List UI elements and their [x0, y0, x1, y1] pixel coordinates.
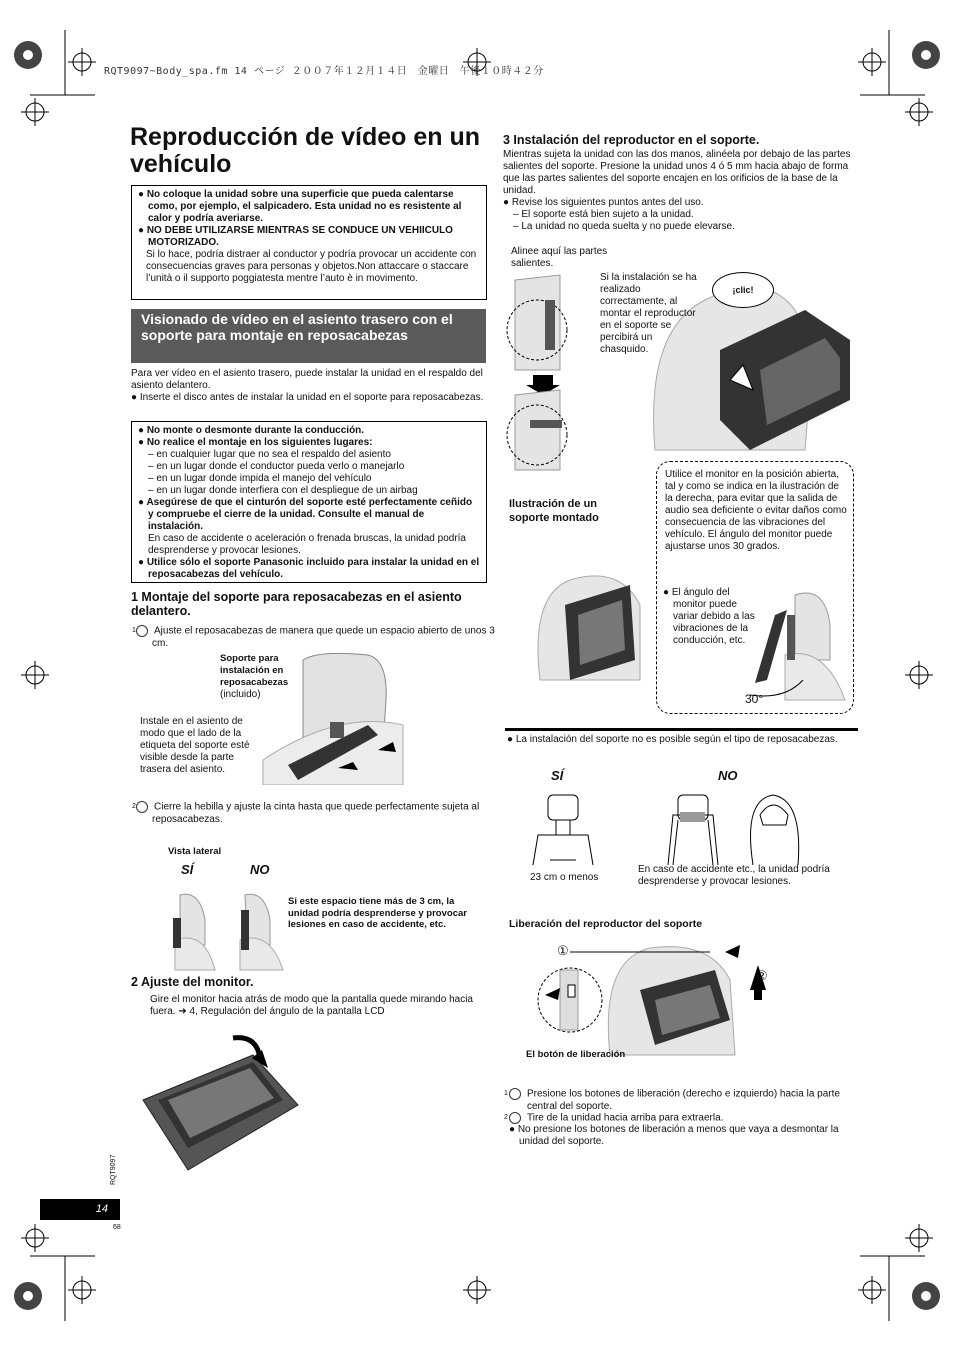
- file-header: RQT9097~Body_spa.fm 14 ページ ２００７年１２月１４日 金曜日 午後１０時４２分: [104, 66, 544, 77]
- click-note: Si la instalación se ha realizado correctamente, al montar el reproductor en el soporte se percibirá un chasquido.: [600, 272, 697, 355]
- release-step-1: 1 Presione los botones de liberación (derecho e izquierdo) hacia la parte central del soporte.: [504, 1088, 840, 1112]
- intro-text: Para ver vídeo en el asiento trasero, puede instalar la unidad en el respaldo del asiento delantero. ● Inserte el disco antes de instalar la unidad en el soporte para reposacabezas.: [131, 368, 484, 403]
- click-bubble: ¡clic!: [712, 272, 774, 308]
- step-1-sub-1: 1 Ajuste el reposacabezas de manera que quede un espacio abierto de unos 3 cm.: [132, 625, 495, 649]
- step-1-sub-2: 2 Cierre la hebilla y ajuste la cinta hasta que quede perfectamente sujeta al reposacabezas.: [132, 801, 480, 825]
- step-2-text: Gire el monitor hacia atrás de modo que la pantalla quede mirando hacia fuera. ➜ 4, Regulación del ángulo de la pantalla LCD: [150, 994, 473, 1017]
- no-label: NO: [250, 862, 270, 877]
- angle-illustration: [745, 585, 850, 705]
- compat-no-note: En caso de accidente etc., la unidad podría desprenderse y provocar lesiones.: [638, 864, 830, 887]
- section-heading: Visionado de vídeo en el asiento trasero con el soporte para montaje en reposacabezas: [131, 309, 486, 363]
- step-1-heading: 1 Montaje del soporte para reposacabezas en el asiento delantero.: [131, 590, 462, 618]
- release-heading: Liberación del reproductor del soporte: [509, 918, 703, 930]
- step-2-heading: 2 Ajuste del monitor.: [131, 975, 254, 989]
- release-bullet: ● No presione los botones de liberación a menos que vaya a desmontar la unidad del soporte.: [509, 1124, 839, 1147]
- align-note: Alinee aquí las partes salientes.: [511, 246, 608, 269]
- release-marker-1: ①: [557, 943, 569, 958]
- yes-label: SÍ: [181, 862, 194, 877]
- release-button-label: El botón de liberación: [526, 1049, 626, 1060]
- compat-yes-label: SÍ: [551, 768, 564, 783]
- caution-box: ● No monte o desmonte durante la conducción. ● No realice el montaje en los siguientes lugares: – en cualquier lugar que no sea el respaldo del asiento – en un lugar donde el conductor pueda verlo o manejarlo – en un lugar donde impida el manejo del vehículo – en un lugar donde interfiera con el despliegue de un airbag ● Asegúrese de que el cinturón del soporte esté perfectamente ceñido y compruebe el cierre de la unidad. Consulte el manual de instalación. En caso de accidente o aceleración o frenada bruscas, la unidad podría desprenderse y provocar lesiones. ● Utilice sólo el soporte Panasonic incluido para instalar la unidad en el reposacabezas del vehículo.: [131, 421, 487, 583]
- side-view-label: Vista lateral: [168, 846, 222, 857]
- page-title: Reproducción de vídeo en un vehículo: [130, 123, 481, 178]
- angle-note: ● El ángulo del monitor puede variar debido a las vibraciones de la conducción, etc.: [663, 587, 755, 646]
- step-3-text: Mientras sujeta la unidad con las dos manos, alinéela por debajo de las partes salientes del soporte. Presione la unidad unos 4 ó 5 mm hacia abajo de forma que las partes salientes del soporte encajen en los orificios de la base de la unidad. ● Revise los siguientes puntos antes del uso. – El soporte está bien sujeto a la unidad. – La unidad no queda suelta y no puede elevarse.: [503, 149, 851, 232]
- monitor-note: Utilice el monitor en la posición abierta, tal y como se indica en la ilustración de la derecha, para evitar que la salida de audio sea deficiente o evitar daños como consecuencia de las vibraciones del vehículo. El ángulo del monitor puede ajustarse unos 30 grados.: [665, 469, 847, 552]
- warning-item-2: ● NO DEBE UTILIZARSE MIENTRAS SE CONDUCE UN VEHIICULO MOTORIZADO.: [138, 225, 453, 248]
- gap-warning: Si este espacio tiene más de 3 cm, la unidad podría desprenderse y provocar lesiones en caso de accidente, etc.: [288, 896, 467, 930]
- warning-item-1: ● No coloque la unidad sobre una superficie que pueda calentarse como, por ejemplo, el salpicadero. Esta unidad no es resistente al calor y podría averiarse.: [138, 189, 462, 224]
- side-view-illustration: [165, 890, 290, 972]
- monitor-illustration: [138, 1030, 303, 1175]
- distance-label: 23 cm o menos: [530, 872, 599, 883]
- sub-page-number: 68: [113, 1224, 121, 1231]
- mounted-illustration: [510, 565, 650, 690]
- mounted-label: Ilustración de un soporte montado: [509, 498, 599, 524]
- angle-value: 30°: [745, 692, 764, 706]
- release-step-2: 2 Tire de la unidad hacia arriba para extraerla.: [504, 1112, 724, 1124]
- page-number: 14: [40, 1199, 120, 1220]
- warning-box: [131, 185, 487, 300]
- compat-no-label: NO: [718, 768, 738, 783]
- release-marker-2: ②: [756, 968, 768, 983]
- headrest-types-illustration: [528, 790, 828, 870]
- step-3-heading: 3 Instalación del reproductor en el soporte.: [503, 133, 760, 147]
- side-code: RQT9097: [110, 1154, 117, 1185]
- compat-bullet: ● La instalación del soporte no es posible según el tipo de reposacabezas.: [507, 734, 838, 745]
- divider: [505, 728, 858, 731]
- install-side-note: Instale en el asiento de modo que el lado de la etiqueta del soporte esté visible desde la parte trasera del asiento.: [140, 716, 250, 775]
- warning-item-2-text: Si lo hace, podría distraer al conductor y podría provocar un accidente con consecuencias graves para personas y objetos.Non attaccare o staccare l’unità o il supporto poggiatesta mentre l’auto è in movimento.: [146, 249, 477, 284]
- mount-label: Soporte para instalación en reposacabezas (incluido): [220, 653, 289, 700]
